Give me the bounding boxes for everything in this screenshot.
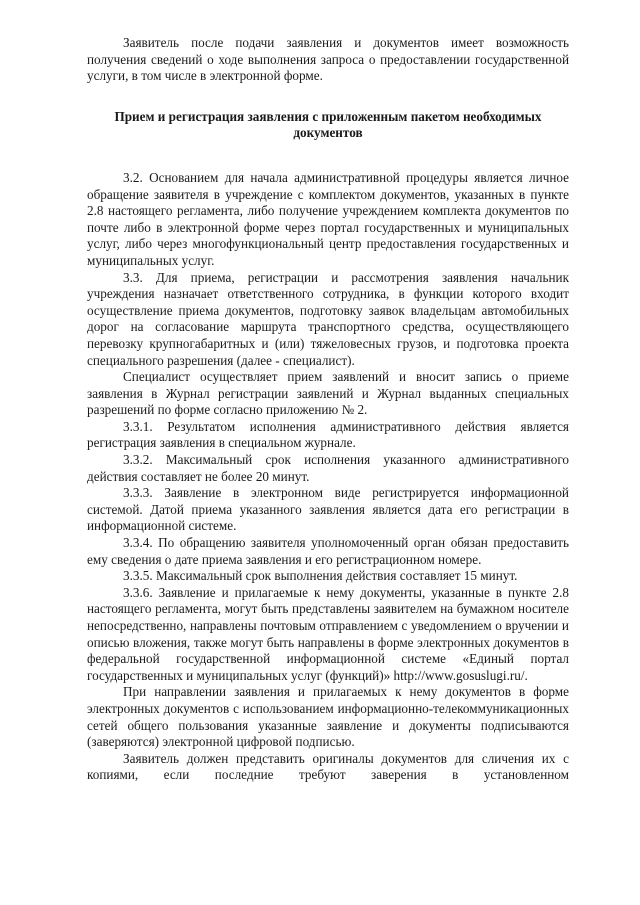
paragraph-electronic-submission: При направлении заявления и прилагаемых к нему документов в форме электронных документов с использованием информационно-телекоммуникационных сетей общего пользования указанные заявление и документы подписываются (заверяются) электронной цифровой подписью. — [87, 684, 569, 750]
paragraph-3-2: 3.2. Основанием для начала административной процедуры является личное обращение заявителя в учреждение с комплектом документов, указанных в пункте 2.8 настоящего регламента, либо получение учреждением комплекта документов по почте либо в электронной форме через портал государственных и муниципальных услуг, либо через многофункциональный центр предоставления государственных и муниципальных услуг. — [87, 169, 569, 268]
paragraph-3-3-1: 3.3.1. Результатом исполнения административного действия является регистрация заявления в специальном журнале. — [87, 418, 569, 451]
intro-paragraph: Заявитель после подачи заявления и документов имеет возможность получения сведений о ходе выполнения запроса о предоставлении государственной услуги, в том числе в электронной форме. — [87, 35, 569, 84]
document-page — [87, 35, 569, 784]
section-heading: Прием и регистрация заявления с приложенным пакетом необходимых документов — [114, 108, 542, 141]
paragraph-3-3-2: 3.3.2. Максимальный срок исполнения указанного административного действия составляет не более 20 минут. — [87, 452, 569, 484]
paragraph-3-3-6: 3.3.6. Заявление и прилагаемые к нему документы, указанные в пункте 2.8 настоящего регламента, могут быть представлены заявителем на бумажном носителе непосредственно, направлены почтовым отправлением с уведомлением о вручении и описью вложения, также могут быть направлены в форме электронных документов в федеральной государственной информационной системе «Единый портал государственных и муниципальных услуг (функций)» http://www.gosuslugi.ru/. — [87, 584, 569, 683]
paragraph-originals: Заявитель должен представить оригиналы документов для сличения их с копиями, если последние требуют заверения в установленном — [87, 750, 569, 783]
paragraph-3-3-3: 3.3.3. Заявление в электронном виде регистрируется информационной системой. Датой приема указанного заявления является дата его регистрации в информационной системе. — [87, 485, 569, 534]
paragraph-3-3-5: 3.3.5. Максимальный срок выполнения действия составляет 15 минут. — [123, 568, 518, 584]
paragraph-3-3-4: 3.3.4. По обращению заявителя уполномоченный орган обязан предоставить ему сведения о дате приема заявления и его регистрационном номере. — [87, 535, 569, 567]
paragraph-3-3: 3.3. Для приема, регистрации и рассмотрения заявления начальник учреждения назначает ответственного сотрудника, в функции которого входит осуществление приема документов, подготовку заявок владельцам автомобильных дорог на согласование маршрута транспортного средства, осуществляющего перевозку крупногабаритных и (или) тяжеловесных грузов, и подготовка проекта специального разрешения (далее - специалист). — [87, 269, 569, 368]
paragraph-specialist: Специалист осуществляет прием заявлений и вносит запись о приеме заявления в Журнал регистрации заявлений и Журнал выданных специальных разрешений по форме согласно приложению № 2. — [87, 369, 569, 418]
